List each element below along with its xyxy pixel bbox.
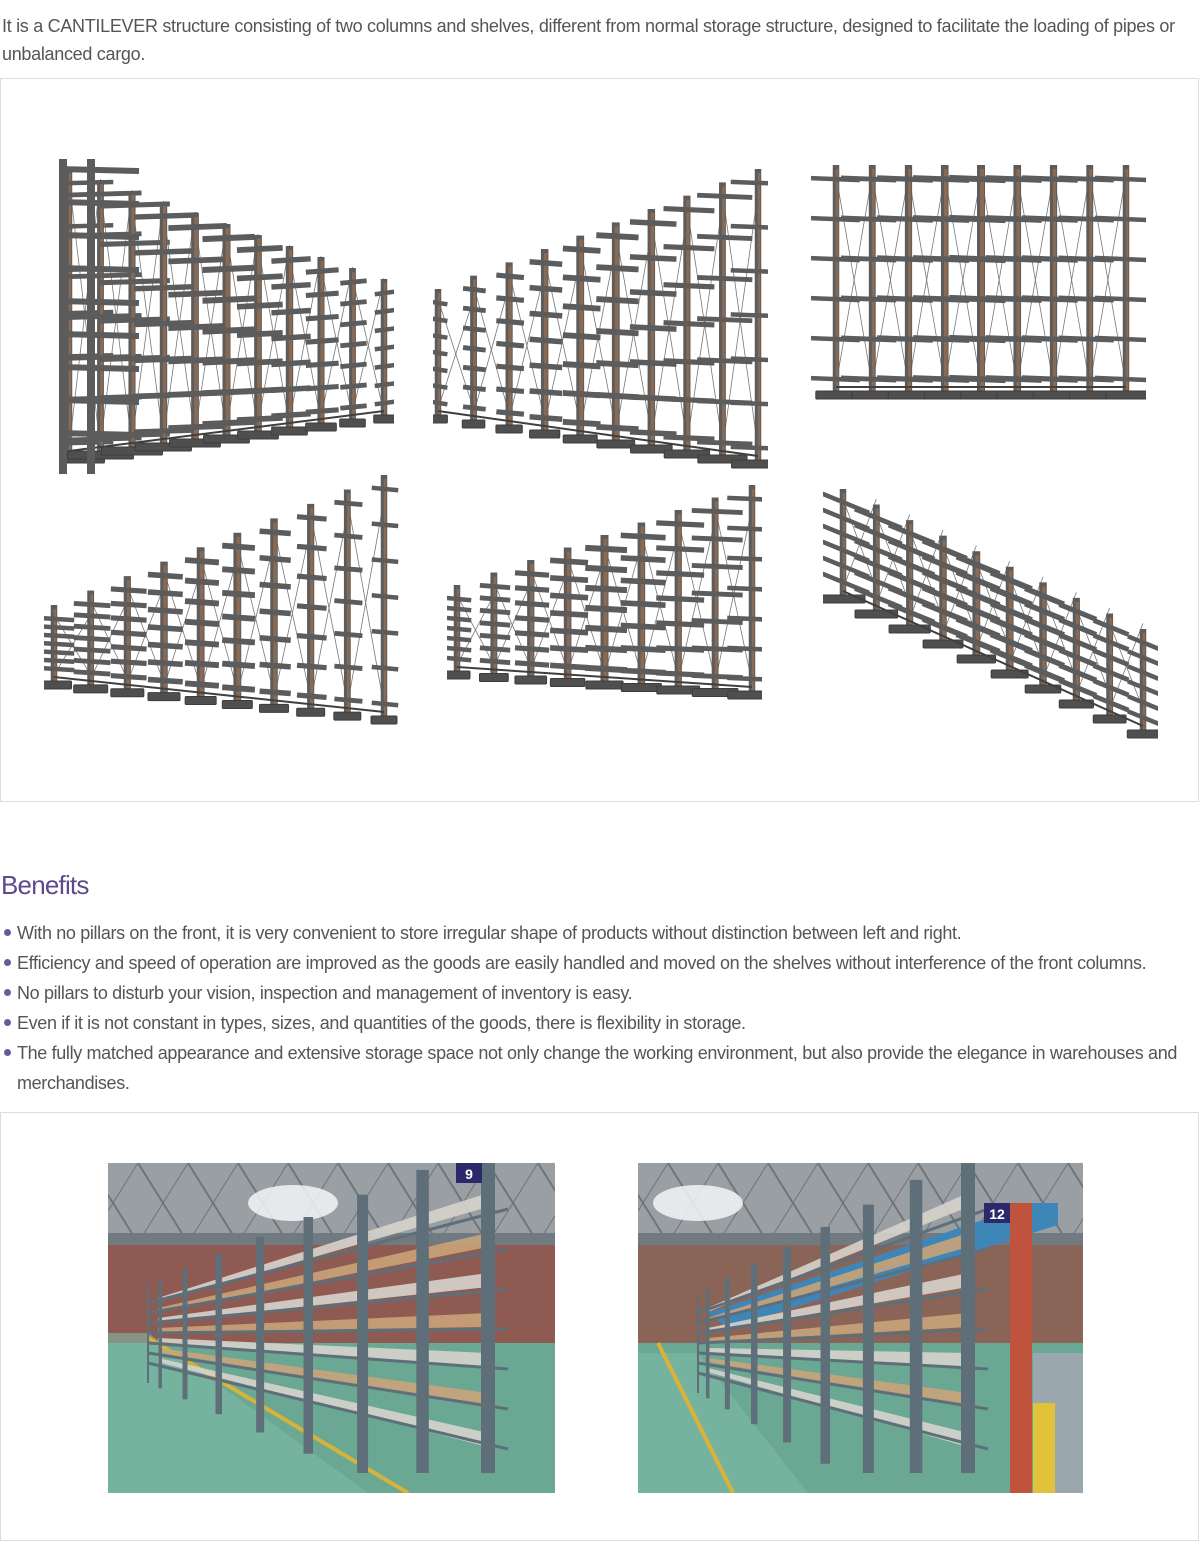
warehouse-photo-left [108,1163,555,1493]
rack-render-2 [433,159,768,474]
rack-render-1 [59,159,394,474]
warehouse-photo-gallery [0,1112,1199,1541]
rack-render-6 [823,479,1158,744]
benefit-item [3,1008,1200,1038]
benefit-item [3,978,1200,1008]
benefits-heading: Benefits [1,870,89,900]
rack-render-4 [44,465,402,725]
benefit-text: No pillars to disturb your vision, inspection and management of inventory is easy. [17,983,633,1003]
benefit-text: Even if it is not constant in types, sizes, and quantities of the goods, there is flexibility in storage. [17,1013,746,1033]
bullet-dot-icon [4,959,11,966]
intro-paragraph: It is a CANTILEVER structure consisting of two columns and shelves, different from normal storage structure, designed to facilitate the loading of pipes or unbalanced cargo. [2,16,1175,64]
benefit-item [3,948,1200,978]
bullet-dot-icon [4,989,11,996]
rack-render-3 [811,155,1146,405]
bullet-dot-icon [4,929,11,936]
benefit-text: Efficiency and speed of operation are improved as the goods are easily handled and moved on the shelves without interference of the front columns. [17,953,1147,973]
benefit-item [3,1038,1200,1098]
benefit-item [3,918,1200,948]
bullet-dot-icon [4,1019,11,1026]
benefit-text: The fully matched appearance and extensive storage space not only change the working environment, but also provide the elegance in warehouses and merchandises. [17,1043,1178,1093]
benefits-list [3,918,1200,1098]
bay-number-label: 12 [989,1206,1005,1222]
rack-render-5 [447,475,762,705]
bay-number-label: 9 [465,1166,473,1182]
cantilever-render-gallery [0,78,1199,802]
bullet-dot-icon [4,1049,11,1056]
warehouse-photo-right [638,1163,1083,1493]
benefit-text: With no pillars on the front, it is very convenient to store irregular shape of products without distinction between left and right. [17,923,962,943]
